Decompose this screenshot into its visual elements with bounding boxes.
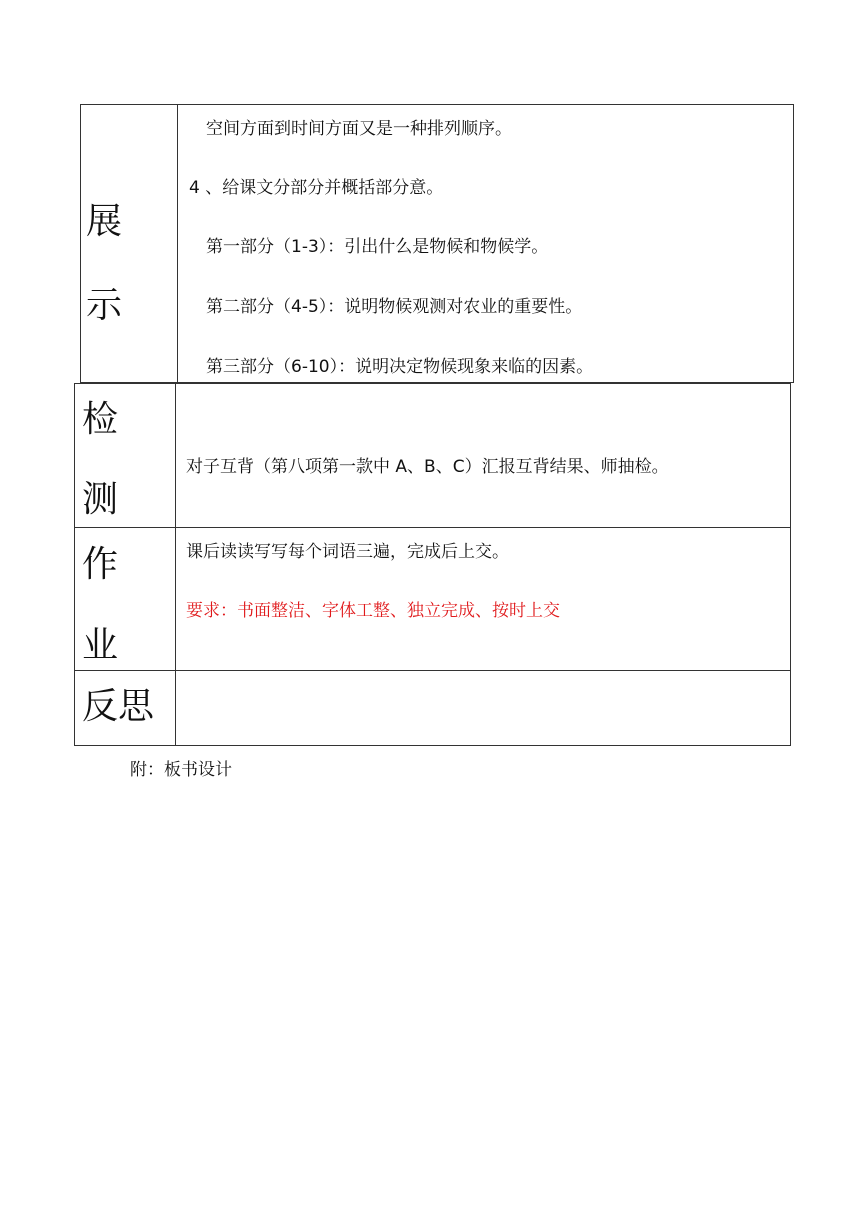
show-label-char-1: 展 (86, 201, 123, 242)
homework-label-char-1: 作 (82, 544, 119, 585)
show-line-4: 第二部分（4-5）：说明物候观测对农业的重要性。 (206, 297, 583, 317)
check-text: 对子互背（第八项第一款中 A、B、C）汇报互背结果、师抽检。 (186, 457, 669, 477)
check-label-char-1: 检 (82, 399, 119, 440)
check-label-char-2: 测 (82, 479, 119, 520)
row-separator-1 (74, 527, 791, 528)
show-line-2: 4 、给课文分部分并概括部分意。 (189, 178, 444, 198)
show-divider (177, 104, 178, 383)
homework-requirement: 要求：书面整洁、字体工整、独立完成、按时上交 (186, 601, 560, 621)
lower-table (74, 383, 791, 746)
homework-text: 课后读读写写每个词语三遍，完成后上交。 (186, 542, 509, 562)
homework-label-char-2: 业 (82, 625, 119, 666)
row-separator-2 (74, 670, 791, 671)
show-line-3: 第一部分（1-3）：引出什么是物候和物候学。 (206, 237, 549, 257)
reflection-label: 反思 (82, 686, 155, 727)
show-line-1: 空间方面到时间方面又是一种排列顺序。 (206, 119, 512, 139)
appendix-text: 附：板书设计 (130, 760, 232, 780)
show-label-char-2: 示 (86, 285, 123, 326)
show-line-5: 第三部分（6-10）：说明决定物候现象来临的因素。 (206, 357, 594, 377)
lower-divider (175, 383, 176, 746)
